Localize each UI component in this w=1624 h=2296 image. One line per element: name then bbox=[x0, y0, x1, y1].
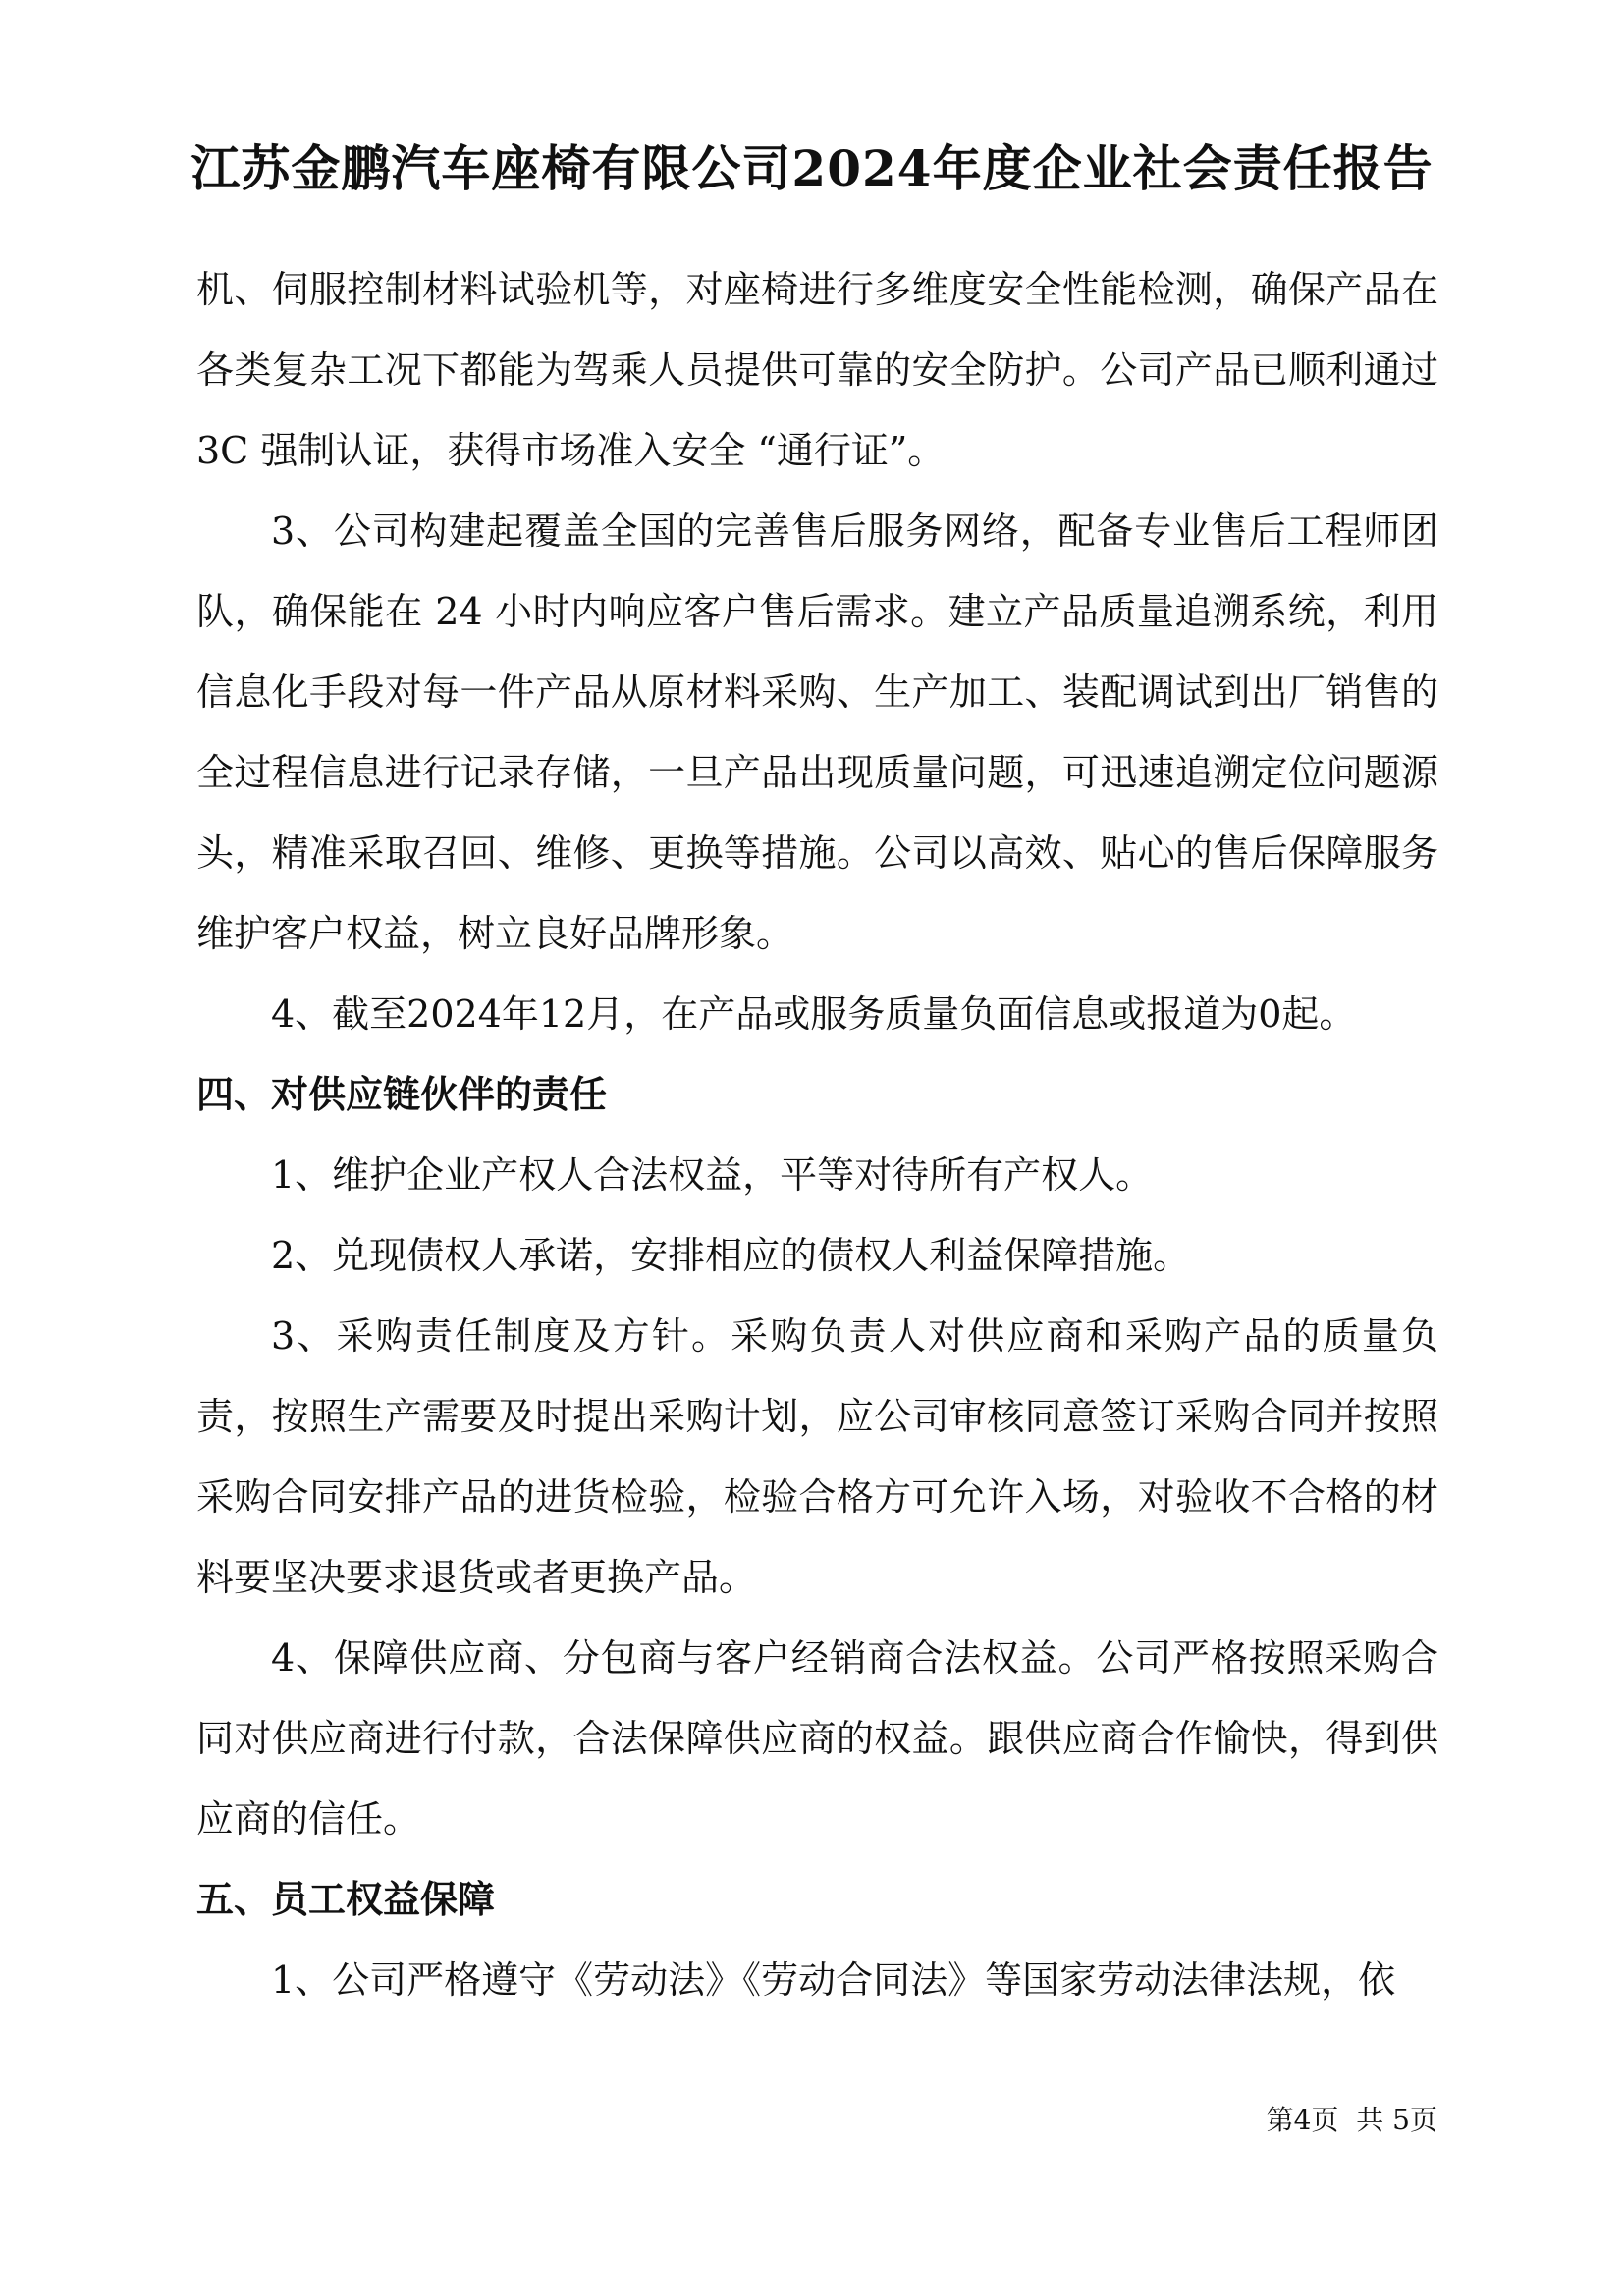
section-heading-employee-rights: 五、员工权益保障 bbox=[196, 1878, 496, 1921]
paragraph-safety-testing: 机、伺服控制材料试验机等，对座椅进行多维度安全性能检测，确保产品在各类复杂工况下都能为驾乘人员提供可靠的安全防护。公司产品已顺利通过 3C 强制认证，获得市场准入安全 “通行证”。 bbox=[196, 268, 1438, 472]
page-title: 江苏金鹏汽车座椅有限公司2024年度企业社会责任报告 bbox=[190, 139, 1434, 197]
document-body bbox=[196, 249, 1438, 2020]
paragraph-quality-negative-reports: 4、截至2024年12月，在产品或服务质量负面信息或报道为0起。 bbox=[271, 992, 1357, 1036]
paragraph-supplier-rights: 4、保障供应商、分包商与客户经销商合法权益。公司严格按照采购合同对供应商进行付款，合法保障供应商的权益。跟供应商合作愉快，得到供应商的信任。 bbox=[196, 1636, 1438, 1841]
section-heading-supply-chain: 四、对供应链伙伴的责任 bbox=[196, 1073, 608, 1116]
paragraph-creditor-commitment: 2、兑现债权人承诺，安排相应的债权人利益保障措施。 bbox=[271, 1234, 1191, 1277]
paragraph-property-rights: 1、维护企业产权人合法权益，平等对待所有产权人。 bbox=[271, 1153, 1154, 1197]
paragraph-procurement-policy: 3、采购责任制度及方针。采购负责人对供应商和采购产品的质量负责，按照生产需要及时提出采购计划，应公司审核同意签订采购合同并按照采购合同安排产品的进货检验，检验合格方可允许入场，对验收不合格的材料要坚决要求退货或者更换产品。 bbox=[196, 1314, 1438, 1599]
paragraph-labor-law: 1、公司严格遵守《劳动法》《劳动合同法》等国家劳动法律法规，依 bbox=[271, 1958, 1396, 2002]
paragraph-after-sales-service: 3、公司构建起覆盖全国的完善售后服务网络，配备专业售后工程师团队，确保能在 24 小时内响应客户售后需求。建立产品质量追溯系统，利用信息化手段对每一件产品从原材料采购、生产加工、装配调试到出厂销售的全过程信息进行记录存储，一旦产品出现质量问题，可迅速追溯定位问题源头，精准采取召回、维修、更换等措施。公司以高效、贴心的售后保障服务维护客户权益，树立良好品牌形象。 bbox=[196, 509, 1438, 955]
page-number: 第4页 共 5页 bbox=[1266, 2104, 1437, 2136]
